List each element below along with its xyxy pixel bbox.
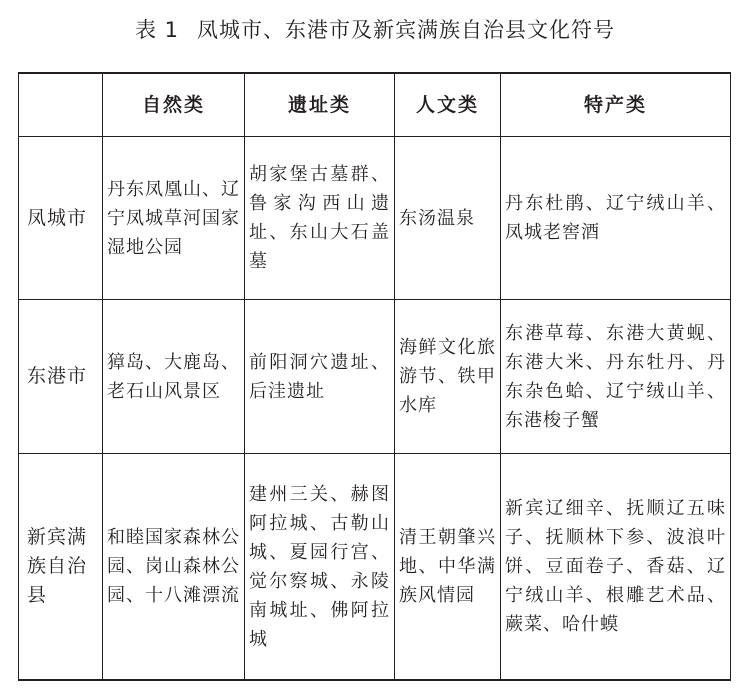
table-row	[19, 454, 731, 681]
table-header-row	[19, 73, 731, 137]
header-nature: 自然类	[103, 73, 245, 137]
table-title: 凤城市、东港市及新宾满族自治县文化符号	[197, 18, 616, 42]
cell-products: 新宾辽细辛、抚顺辽五味子、抚顺林下参、波浪叶饼、豆面卷子、香菇、辽宁绒山羊、根雕艺术品、蕨菜、哈什蟆	[501, 454, 731, 681]
table-row	[19, 300, 731, 454]
cell-culture: 东汤温泉	[395, 137, 501, 300]
cell-nature: 丹东凤凰山、辽宁凤城草河国家湿地公园	[103, 137, 245, 300]
cell-sites: 前阳洞穴遗址、后洼遗址	[245, 300, 395, 454]
row-city: 凤城市	[19, 137, 103, 300]
cell-culture: 清王朝肇兴地、中华满族风情园	[395, 454, 501, 681]
header-corner	[19, 73, 103, 137]
row-city: 新宾满族自治县	[19, 454, 103, 681]
header-culture: 人文类	[395, 73, 501, 137]
header-products: 特产类	[501, 73, 731, 137]
cell-products: 东港草莓、东港大黄蚬、东港大米、丹东牡丹、丹东杂色蛤、辽宁绒山羊、东港梭子蟹	[501, 300, 731, 454]
cell-products: 丹东杜鹃、辽宁绒山羊、凤城老窖酒	[501, 137, 731, 300]
table-caption	[0, 14, 750, 44]
header-sites: 遗址类	[245, 73, 395, 137]
cell-culture: 海鲜文化旅游节、铁甲水库	[395, 300, 501, 454]
culture-symbol-table	[18, 72, 731, 681]
table-number: 表 1	[134, 18, 180, 42]
cell-sites: 建州三关、赫图阿拉城、古勒山城、夏园行宫、觉尔察城、永陵南城址、佛阿拉城	[245, 454, 395, 681]
cell-nature: 和睦国家森林公园、岗山森林公园、十八滩漂流	[103, 454, 245, 681]
row-city: 东港市	[19, 300, 103, 454]
table-row	[19, 137, 731, 300]
cell-nature: 獐岛、大鹿岛、老石山风景区	[103, 300, 245, 454]
cell-sites: 胡家堡古墓群、鲁家沟西山遗址、东山大石盖墓	[245, 137, 395, 300]
